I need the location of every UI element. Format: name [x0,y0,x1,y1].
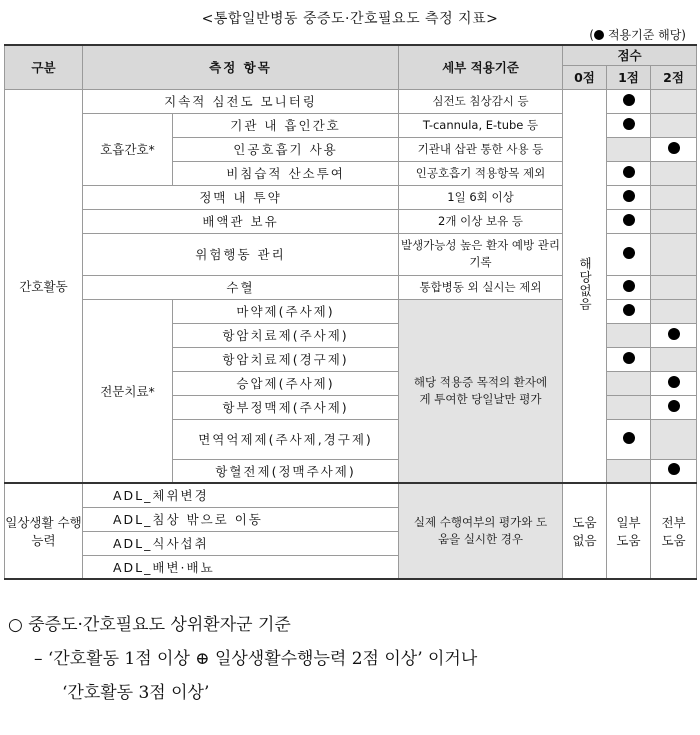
item-13: 면역억제제(주사제,경구제) [173,419,399,459]
item-4: 정맥 내 투약 [83,185,399,209]
adl-item-3: ADL_배변·배뇨 [83,555,399,579]
header-score-0: 0점 [563,65,607,89]
score-dot-icon [623,214,635,226]
score-dot-icon [623,94,635,106]
criteria-5: 2개 이상 보유 등 [399,209,563,233]
score1-cell [607,323,651,347]
adl-item-0: ADL_체위변경 [83,483,399,507]
score1-cell [607,371,651,395]
category-nursing: 간호활동 [5,89,83,483]
score1-cell [607,275,651,299]
score1-cell [607,113,651,137]
category-adl: 일상생활 수행능력 [5,483,83,579]
header-score: 점수 [563,45,697,65]
score1-cell [607,137,651,161]
criteria-7: 통합병동 외 실시는 제외 [399,275,563,299]
dash-icon: – [34,649,43,669]
group-specialized: 전문치료* [83,299,173,483]
criteria-1: T-cannula, E-tube 등 [399,113,563,137]
score-dot-icon [623,166,635,178]
header-criteria: 세부 적용기준 [399,45,563,89]
item-8: 마약제(주사제) [173,299,399,323]
notes-line1: ‘간호활동 1점 이상 ⊕ 일상생활수행능력 2점 이상’ 이거나 [47,649,478,669]
score-dot-icon [623,190,635,202]
adl-item-1: ADL_침상 밖으로 이동 [83,507,399,531]
score2-cell [651,233,697,275]
score-dot-icon [623,118,635,130]
score2-cell [651,347,697,371]
score2-cell [651,89,697,113]
score1-cell [607,161,651,185]
score-dot-icon [668,142,680,154]
score-dot-icon [623,247,635,259]
adl-score-0: 도움 없음 [563,483,607,579]
score-dot-icon [668,376,680,388]
item-5: 배액관 보유 [83,209,399,233]
header-category: 구분 [5,45,83,89]
score2-cell [651,299,697,323]
score1-cell [607,185,651,209]
header-item: 측정 항목 [83,45,399,89]
score1-cell [607,233,651,275]
score-dot-icon [668,328,680,340]
criteria-3: 인공호흡기 적용항목 제외 [399,161,563,185]
item-10: 항암치료제(경구제) [173,347,399,371]
header-score-1: 1점 [607,65,651,89]
item-2: 인공호흡기 사용 [173,137,399,161]
score2-cell [651,209,697,233]
item-11: 승압제(주사제) [173,371,399,395]
score2-cell [651,185,697,209]
score2-cell [651,395,697,419]
page-title: <통합일반병동 중증도·간호필요도 측정 지표> [201,11,499,27]
criteria-2: 기관내 삽관 통한 사용 등 [399,137,563,161]
criteria-specialized: 해당 적용증 목적의 환자에게 투여한 당일날만 평가 [399,299,563,483]
score2-cell [651,137,697,161]
score1-cell [607,459,651,483]
bullet-icon: ○ [8,615,23,635]
criteria-0: 심전도 침상감시 등 [399,89,563,113]
score1-cell [607,347,651,371]
score2-cell [651,419,697,459]
measurement-table [4,44,697,580]
score-dot-icon [623,432,635,444]
score-dot-icon [623,352,635,364]
score1-cell [607,89,651,113]
item-0: 지속적 심전도 모니터링 [83,89,399,113]
item-3: 비침습적 산소투여 [173,161,399,185]
notes-heading: 중증도·간호필요도 상위환자군 기준 [28,615,291,635]
notes [8,608,698,710]
item-6: 위험행동 관리 [83,233,399,275]
adl-score-1: 일부 도움 [607,483,651,579]
notes-line2: ‘간호활동 3점 이상’ [62,683,210,703]
legend-text: 적용기준 해당) [607,28,686,42]
filled-circle-icon [594,30,604,40]
score1-cell [607,395,651,419]
score2-cell [651,275,697,299]
header-score-2: 2점 [651,65,697,89]
score2-cell [651,323,697,347]
score-dot-icon [668,400,680,412]
item-12: 항부정맥제(주사제) [173,395,399,419]
criteria-6: 발생가능성 높은 환자 예방 관리 기록 [399,233,563,275]
score1-cell [607,419,651,459]
item-7: 수혈 [83,275,399,299]
score2-cell [651,161,697,185]
adl-score-2: 전부 도움 [651,483,697,579]
group-respiratory: 호흡간호* [83,113,173,185]
score-dot-icon [623,304,635,316]
criteria-adl: 실제 수행여부의 평가와 도움을 실시한 경우 [399,483,563,579]
score2-cell [651,459,697,483]
score1-cell [607,299,651,323]
score2-cell [651,113,697,137]
item-9: 항암치료제(주사제) [173,323,399,347]
score-dot-icon [668,463,680,475]
item-14: 항혈전제(정맥주사제) [173,459,399,483]
score-dot-icon [623,280,635,292]
legend: ( 적용기준 해당) [589,28,686,42]
criteria-4: 1일 6회 이상 [399,185,563,209]
adl-item-2: ADL_식사섭취 [83,531,399,555]
item-1: 기관 내 흡인간호 [173,113,399,137]
score2-cell [651,371,697,395]
score1-cell [607,209,651,233]
score0-nursing: 해당없음 [563,89,607,483]
